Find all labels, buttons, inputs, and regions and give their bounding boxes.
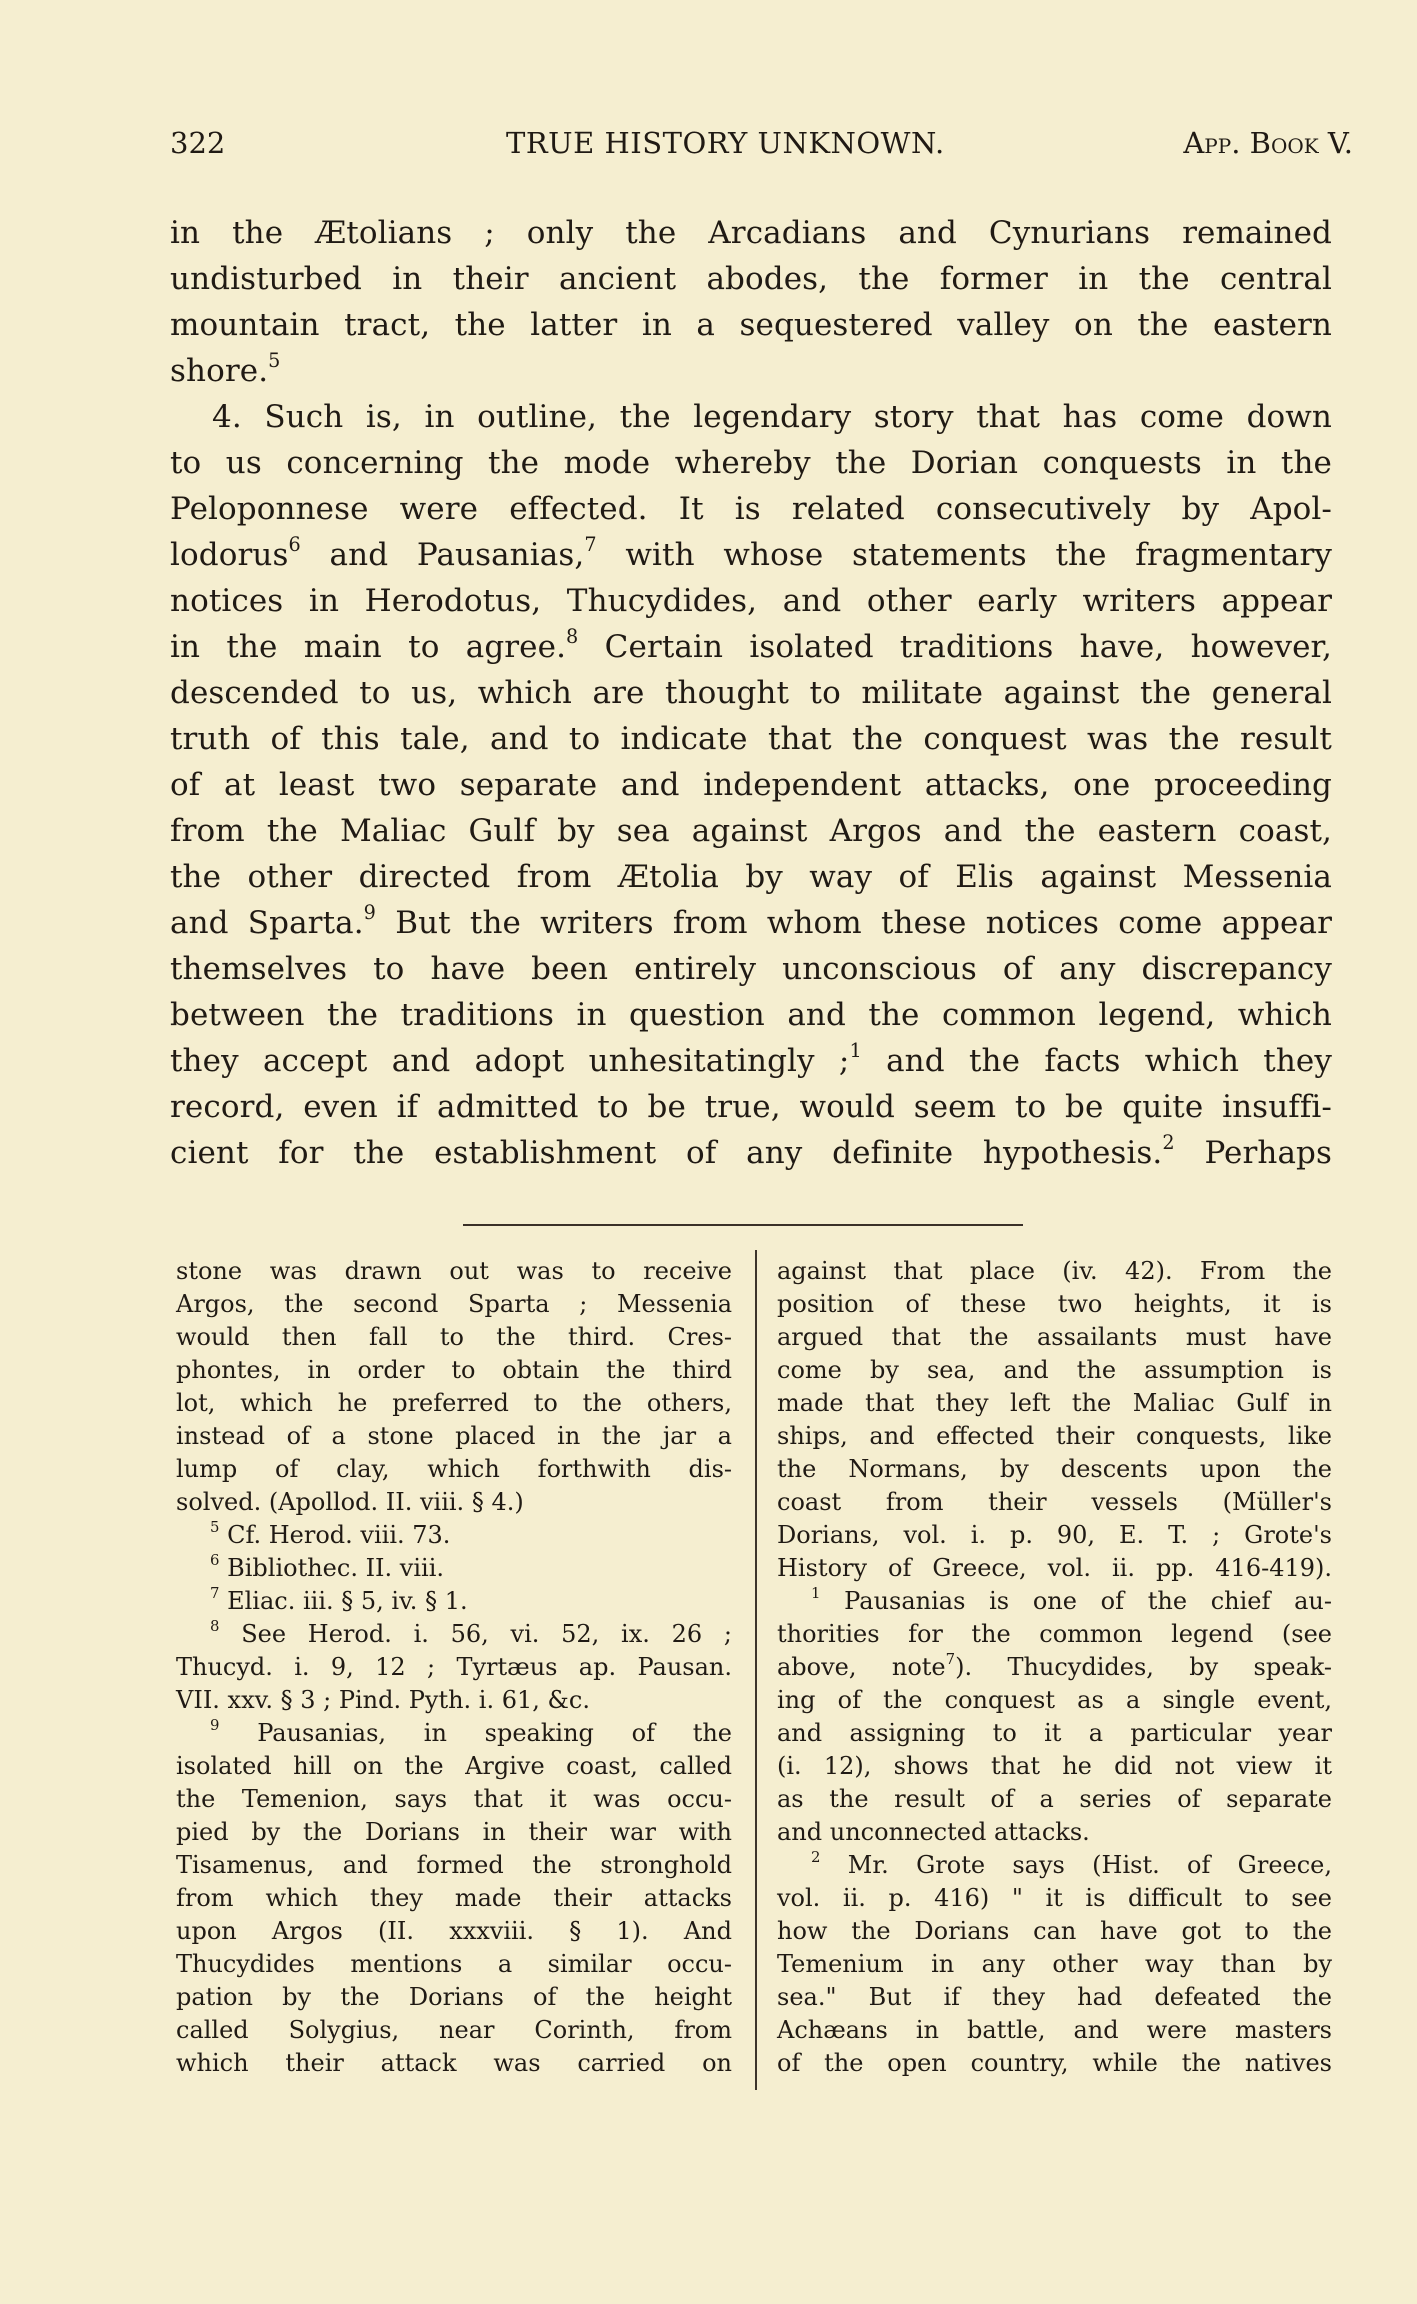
page-number: 322 — [170, 126, 226, 160]
left-footnote-line: Tisamenus, and formed the stronghold — [176, 1851, 732, 1879]
right-footnote-line: as the result of a series of separate — [777, 1785, 1332, 1813]
left-footnote-line: lot, which he preferred to the others, — [176, 1389, 732, 1417]
right-footnote-line: Achæans in battle, and were masters — [777, 2016, 1332, 2044]
left-footnote-line: called Solygius, near Corinth, from — [176, 2016, 732, 2044]
footnote-reference: 9 — [363, 900, 376, 924]
right-footnote-line: coast from their vessels (Müller's — [777, 1488, 1332, 1516]
paragraph-start: 4. Such is, in outline, the legendary story that has come down — [212, 399, 1332, 435]
right-footnote-line: and assigning to it a particular year — [777, 1719, 1332, 1747]
left-footnote-line: upon Argos (II. xxxviii. § 1). And — [176, 1917, 732, 1945]
right-footnote-line: the Normans, by descents upon the — [777, 1455, 1332, 1483]
footnote-reference: 6 — [288, 532, 301, 556]
main-text-line: notices in Herodotus, Thucydides, and other early writers appear — [170, 583, 1332, 619]
main-text-line: record, even if admitted to be true, would seem to be quite insuffi- — [170, 1089, 1332, 1125]
footnote-5: $^5$ Cf. Herod. viii. 73. — [210, 1517, 451, 1549]
footnote-reference: 8 — [566, 624, 579, 648]
footnote-6: $^6$ Bibliothec. II. viii. — [210, 1550, 445, 1582]
right-footnote-line: and unconnected attacks. — [777, 1818, 1090, 1846]
footnote-column-divider — [755, 1250, 757, 2090]
main-text-line: they accept and adopt unhesitatingly ;$^1$ and the facts which they — [170, 1038, 1332, 1079]
main-text-line: lodorus$^6$ and Pausanias,$^7$ with whose statements the fragmentary — [170, 532, 1332, 573]
left-footnote-line: VII. xxv. § 3 ; Pind. Pyth. i. 61, &c. — [176, 1686, 590, 1714]
right-footnote-line: made that they left the Maliac Gulf in — [777, 1389, 1332, 1417]
left-footnote-line: Argos, the second Sparta ; Messenia — [176, 1290, 732, 1318]
right-footnote-line: History of Greece, vol. ii. pp. 416-419). — [777, 1554, 1332, 1582]
main-text-line: in the Ætolians ; only the Arcadians and Cynurians remained — [170, 215, 1332, 251]
main-text-line: the other directed from Ætolia by way of Elis against Messenia — [170, 859, 1332, 895]
right-footnote-line: vol. ii. p. 416) " it is difficult to see — [777, 1884, 1332, 1912]
left-footnote-line: would then fall to the third. Cres- — [176, 1323, 732, 1351]
main-text-line: to us concerning the mode whereby the Dorian conquests in the — [170, 445, 1332, 481]
running-title: TRUE HISTORY UNKNOWN. — [506, 126, 945, 160]
main-text-line: in the main to agree.$^8$ Certain isolated traditions have, however, — [170, 624, 1332, 665]
left-footnote-line: from which they made their attacks — [176, 1884, 732, 1912]
left-footnote-line: phontes, in order to obtain the third — [176, 1356, 732, 1384]
right-footnote-line: argued that the assailants must have — [777, 1323, 1332, 1351]
main-text-line: and Sparta.$^9$ But the writers from whom these notices come appear — [170, 900, 1332, 941]
book-reference: App. Book V. — [1183, 126, 1353, 160]
right-footnote-line: of the open country, while the natives — [777, 2049, 1332, 2077]
main-text-line: mountain tract, the latter in a sequestered valley on the eastern — [170, 307, 1332, 343]
footnote-reference: 7 — [584, 532, 597, 556]
main-text-line: Peloponnese were effected. It is related consecutively by Apol- — [170, 491, 1332, 527]
footnote-8: $^8$ See Herod. i. 56, vi. 52, ix. 26 ; — [210, 1616, 732, 1648]
main-text-line: truth of this tale, and to indicate that the conquest was the result — [170, 721, 1332, 757]
right-footnote-line: above, note$^7$). Thucydides, by speak- — [777, 1649, 1332, 1681]
left-footnote-line: stone was drawn out was to receive — [176, 1257, 732, 1285]
left-footnote-line: lump of clay, which forthwith dis- — [176, 1455, 732, 1483]
right-footnote-line: come by sea, and the assumption is — [777, 1356, 1332, 1384]
right-footnote-line: ing of the conquest as a single event, — [777, 1686, 1332, 1714]
footnote-reference: 5 — [268, 348, 281, 372]
right-footnote-line: Dorians, vol. i. p. 90, E. T. ; Grote's — [777, 1521, 1332, 1549]
left-footnote-line: isolated hill on the Argive coast, called — [176, 1752, 732, 1780]
left-footnote-line: the Temenion, says that it was occu- — [176, 1785, 732, 1813]
footnote-separator-rule — [463, 1224, 1023, 1226]
main-text-line: cient for the establishment of any definite hypothesis.$^2$ Perhaps — [170, 1130, 1332, 1171]
right-footnote-line: position of these two heights, it is — [777, 1290, 1332, 1318]
right-footnote-line: (i. 12), shows that he did not view it — [777, 1752, 1332, 1780]
left-footnote-line: Thucydides mentions a similar occu- — [176, 1950, 732, 1978]
left-footnote-line: solved. (Apollod. II. viii. § 4.) — [176, 1488, 524, 1516]
main-text-line: of at least two separate and independent attacks, one proceeding — [170, 767, 1332, 803]
right-footnote-line: how the Dorians can have got to the — [777, 1917, 1332, 1945]
main-text-line: shore.$^5$ — [170, 348, 281, 389]
left-footnote-line: Thucyd. i. 9, 12 ; Tyrtæus ap. Pausan. — [176, 1653, 732, 1681]
left-footnote-line: instead of a stone placed in the jar a — [176, 1422, 732, 1450]
right-footnote-line: thorities for the common legend (see — [777, 1620, 1332, 1648]
left-footnote-line: which their attack was carried on — [176, 2049, 732, 2077]
main-text-line: themselves to have been entirely unconscious of any discrepancy — [170, 951, 1332, 987]
footnote-1: $^1$ Pausanias is one of the chief au- — [811, 1583, 1332, 1615]
right-footnote-line: Temenium in any other way than by — [777, 1950, 1332, 1978]
left-footnote-line: pation by the Dorians of the height — [176, 1983, 732, 2011]
footnote-9: $^9$ Pausanias, in speaking of the — [210, 1715, 732, 1747]
main-text-line: undisturbed in their ancient abodes, the former in the central — [170, 261, 1332, 297]
right-footnote-line: against that place (iv. 42). From the — [777, 1257, 1332, 1285]
left-footnote-line: pied by the Dorians in their war with — [176, 1818, 732, 1846]
main-text-line: from the Maliac Gulf by sea against Argos and the eastern coast, — [170, 813, 1332, 849]
right-footnote-line: sea." But if they had defeated the — [777, 1983, 1332, 2011]
footnote-2: $^2$ Mr. Grote says (Hist. of Greece, — [811, 1847, 1332, 1879]
footnote-7: $^7$ Eliac. iii. § 5, iv. § 1. — [210, 1583, 468, 1615]
right-footnote-line: ships, and effected their conquests, like — [777, 1422, 1332, 1450]
main-text-line: descended to us, which are thought to militate against the general — [170, 675, 1332, 711]
footnote-reference: 1 — [849, 1038, 862, 1062]
footnote-reference: 2 — [1162, 1130, 1175, 1154]
main-text-line: between the traditions in question and the common legend, which — [170, 997, 1332, 1033]
